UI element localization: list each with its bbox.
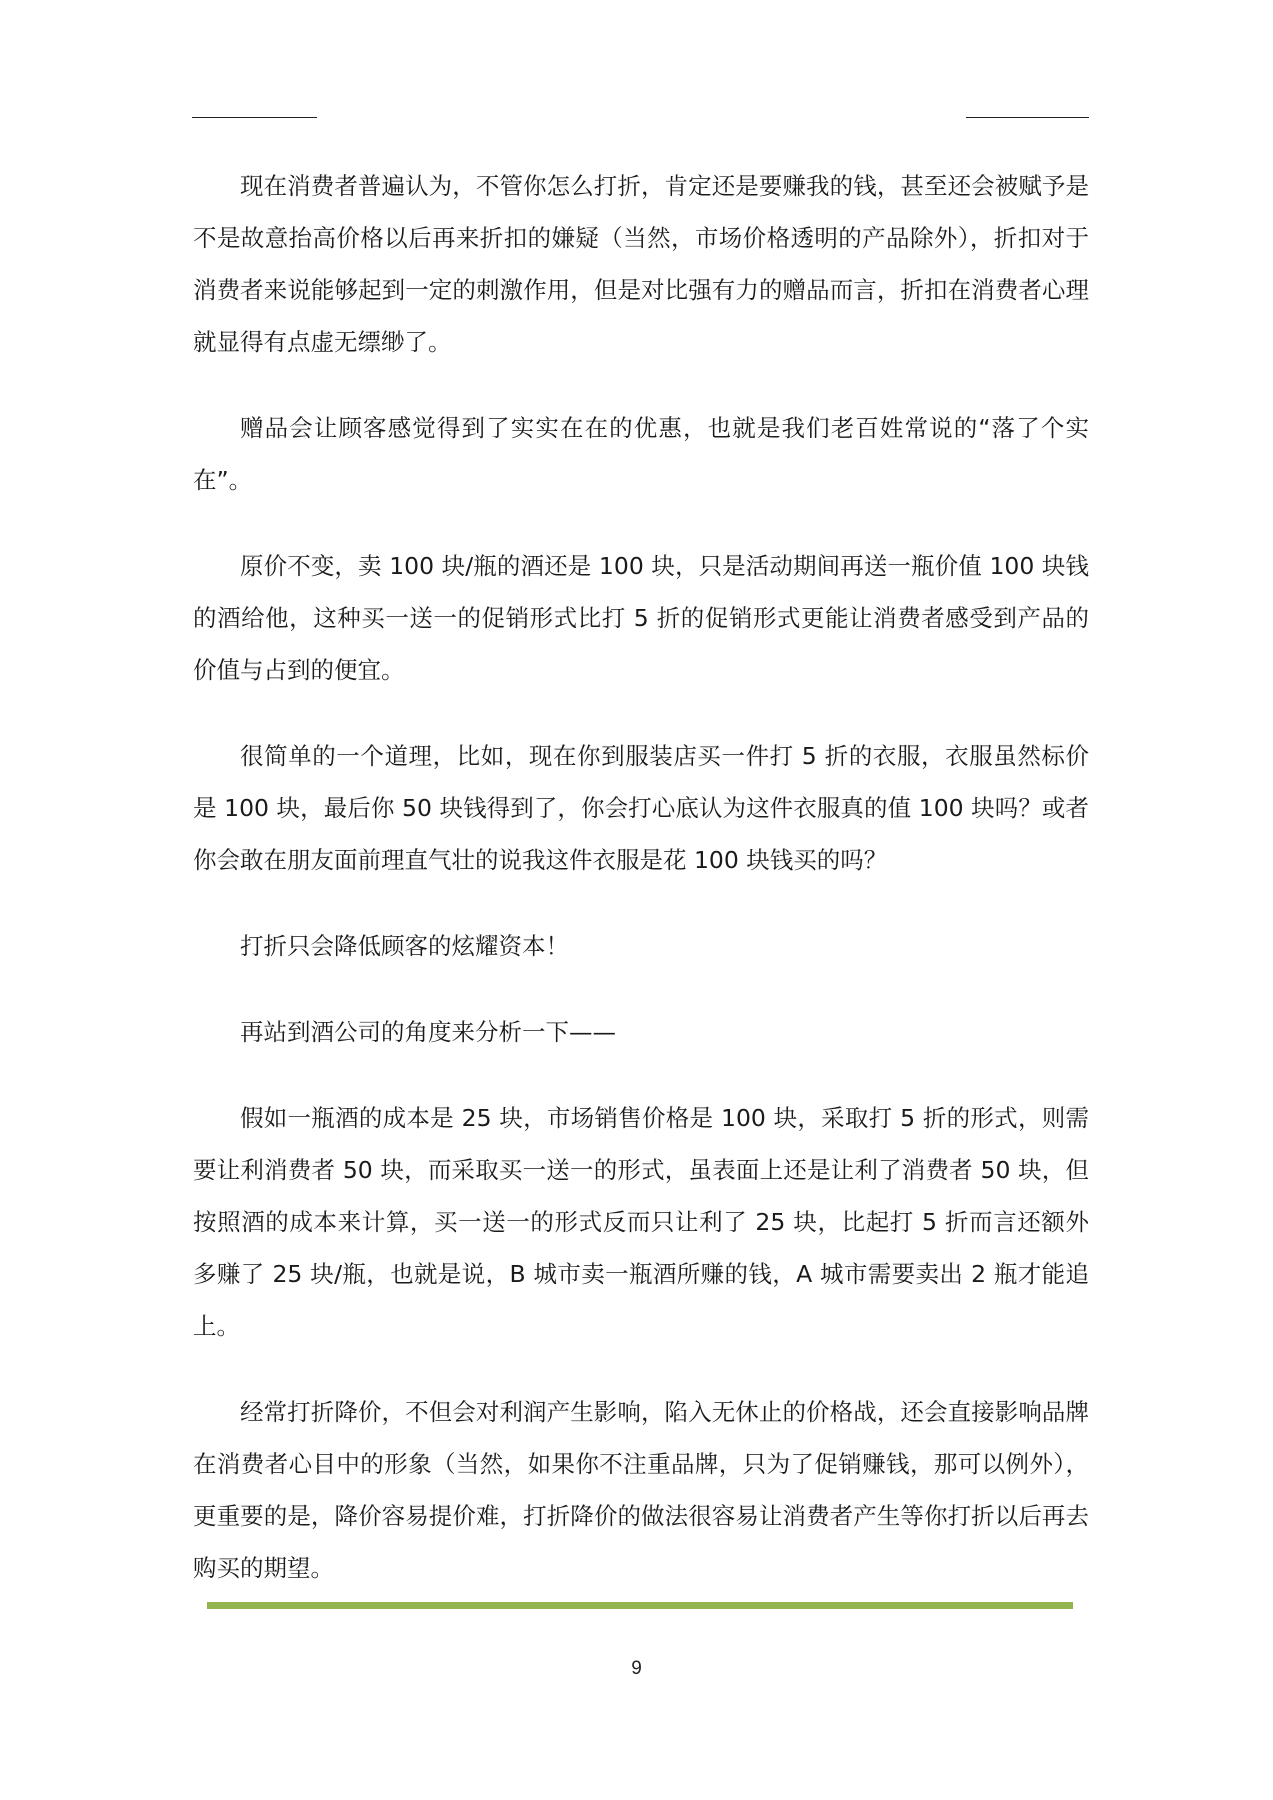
footer-bar (207, 1602, 1073, 1609)
header-rule-left (192, 117, 317, 118)
page-number: 9 (631, 1658, 642, 1679)
paragraph: 很简单的一个道理，比如，现在你到服装店买一件打 5 折的衣服，衣服虽然标价是 100 块，最后你 50 块钱得到了，你会打心底认为这件衣服真的值 100 块吗？或者你会敢在朋友面前理直气壮的说我这件衣服是花 100 块钱买的吗？ (193, 742, 1089, 874)
paragraph: 经常打折降价，不但会对利润产生影响，陷入无休止的价格战，还会直接影响品牌在消费者心目中的形象（当然，如果你不注重品牌，只为了促销赚钱，那可以例外），更重要的是，降价容易提价难，打折降价的做法很容易让消费者产生等你打折以后再去购买的期望。 (193, 1398, 1089, 1582)
body-text (193, 160, 1089, 1594)
paragraph: 赠品会让顾客感觉得到了实实在在的优惠，也就是我们老百姓常说的“落了个实在”。 (193, 414, 1089, 494)
paragraph: 现在消费者普遍认为，不管你怎么打折，肯定还是要赚我的钱，甚至还会被赋予是不是故意抬高价格以后再来折扣的嫌疑（当然，市场价格透明的产品除外），折扣对于消费者来说能够起到一定的刺激作用，但是对比强有力的赠品而言，折扣在消费者心理就显得有点虚无缥缈了。 (193, 172, 1089, 356)
paragraph: 打折只会降低顾客的炫耀资本！ (240, 932, 569, 960)
paragraph: 再站到酒公司的角度来分析一下—— (240, 1018, 616, 1046)
paragraph: 假如一瓶酒的成本是 25 块，市场销售价格是 100 块，采取打 5 折的形式，则需要让利消费者 50 块，而采取买一送一的形式，虽表面上还是让利了消费者 50 块，但按照酒的成本来计算，买一送一的形式反而只让利了 25 块，比起打 5 折而言还额外多赚了 25 块/瓶，也就是说，B 城市卖一瓶酒所赚的钱，A 城市需要卖出 2 瓶才能追上。 (193, 1104, 1089, 1340)
paragraph: 原价不变，卖 100 块/瓶的酒还是 100 块，只是活动期间再送一瓶价值 100 块钱的酒给他，这种买一送一的促销形式比打 5 折的促销形式更能让消费者感受到产品的价值与占到的便宜。 (193, 552, 1089, 684)
header-rule-right (966, 117, 1089, 118)
